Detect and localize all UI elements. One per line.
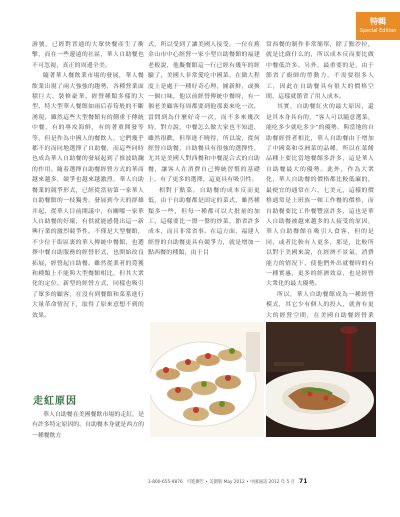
page-footer bbox=[148, 478, 376, 485]
paragraph: 隨著華人餐飲業市場的發展，華人餐飲業出現了兩大強強的趨勢，各種營業面積巨大、裝修豪華、經營種類多樣的大型、特大型華人餐館如雨后春筍般的不斷湧現，雖然這些大型餐館有的側重于傳統中餐，有的專攻海鮮，有的著重開發等等，但是作為中國人的餐飲人，它們幾乎都不約而同地選擇了自助餐，而這些同時也成為華人自助餐的發展起到了推波助瀾的作用。隨着選擇自助餐經營方式的華商越來越多，競爭也越來越激烈，華人自助餐業的競爭形式，已經從當初第一家華人自助餐館的一枝獨秀，發展到今天的群雄并起，從華人目前開議中，有關哪一家華人自助餐的好壞，有供就能感覺出這一新興行業的激烈競爭性。不僅是大型餐館，不少位于街區裏的華人傳統中餐館，也選擇中餐自助服務的經營形式，也開始改良拓展，經營起自助餐。雖然從業者的覓獲和種類上不能與大型餐館相比，但其大衆化的定位、新型的經營方式，同樣也吸引了眾多的顧客，在沒有到餐館和菜系進行大量革命情況下，取得了原來意想不到的效果。 bbox=[32, 73, 144, 319]
paragraph: 其實，自助餐紅火的最大原因，還是其本身具有的，“客人可以隨意選菜，能吃多少就吃多少”的優勢，與當地的自助餐經營者相比，華人自助餐由于增加了中國菜和亞洲菜的品種，所以在菜餚品種上要比當地餐館多許多，這是華人自助餐最大的優勢。此外，作為大衆化，華人自助餐的價格都比較低廉的，最便宜的通常在六、七美元，這樣的價格通常是上班族一頓工作餐的價格，而自助餐要比工作餐豐富許多，這也是華人自助餐被越來越多的人接受的原因，華人自助餐館在吸引人食客，但的是同，或者比較有人更多，那是，比較所以對于美國來說，在經濟不景氣，消費能力的情況下，使他們外出就餐時的有一種實惠，更多的經濟效益，也是經營大衆化的最大優勢。 bbox=[266, 104, 374, 288]
food-photo-appetizers bbox=[150, 322, 264, 437]
paragraph: 游號，已經對普通的大眾快餐產生了衝擊，而在一些邊遠的社區，華人自助餐也不可忽視，真正的周邊全美。 bbox=[32, 42, 144, 69]
text-column-1 bbox=[32, 40, 144, 321]
text-column-2 bbox=[148, 40, 260, 259]
special-edition-tab bbox=[356, 12, 400, 40]
paragraph: 所以，華人自助餐館成為一種經營模式，其它少有個人的投入，就會有更大的經營空間，在美國自助餐經營業 bbox=[266, 291, 374, 319]
food-photo-plated-dish bbox=[266, 322, 376, 437]
paragraph: 式，所以受到了讓美國人接受。一位在舊金山市中心經營一家小型自助餐館的福建老板說，他擬餐館這一行已經有幾年的經驗了，美國人非常愛吃中國菜，在做大程度上是處于一種好奇心理，圖新鮮，或換一個口味，他以前經營傳統中餐時，有一個老美顧客每周都要到他那裏來吃一次，當問到為什麼好奇一次，而不多來幾次時，對方說，中餐怎么做大家也不知道，雖然很歡，但單進不曉得，所以說，從何經營自助餐，自助餐具有很強的選擇性，尤其是美國人對西餐和中餐混合式的自助餐，讓客人在消費自己傳統習慣的基礎上，有了更多的選擇，這更具有吸引性。 bbox=[148, 42, 260, 184]
page-number: 71 bbox=[299, 478, 308, 485]
footer-publication: 可進擴告 • 美圍版 May 2012 • 中國通訊 2012 年 5 月 bbox=[186, 480, 295, 485]
section-heading: 走紅原因 bbox=[33, 396, 77, 407]
paragraph: 相對于點菜，自助餐的成本反而更低，由于自助餐都是固定的菜式，雖然種類多一些，但每一種都可以大批量的加工，這樣要比一盤一盤的炒菜，節省許多成本，而且非常省事。在這方面，福建人經營的自助餐更具有競爭力，就是增加一點西餐的種類，由于目 bbox=[148, 187, 260, 257]
footer-phone: 1-800-655-9876 bbox=[148, 480, 183, 485]
tab-subtitle: Special Edition bbox=[359, 28, 397, 34]
text-column-3 bbox=[266, 40, 374, 342]
paragraph: 常西餐的制作非常簡單，除了點沙拉，就是比薩什么的，所以成本反而要比做中餐低許多。另外，最重要的是，由于節省了廚師的勞動力，不需要很多人工，因此在自助餐具有很大的價格空間，這樣就節省了用人成本。 bbox=[266, 42, 374, 101]
tab-title: 特輯 bbox=[370, 17, 386, 26]
paragraph: 華人自助餐在美國餐飲市場的走紅，是有許多特定原因的。自助餐本身就是西方的一種餐飲方 bbox=[32, 412, 144, 439]
text-column-1-continued bbox=[32, 410, 144, 441]
